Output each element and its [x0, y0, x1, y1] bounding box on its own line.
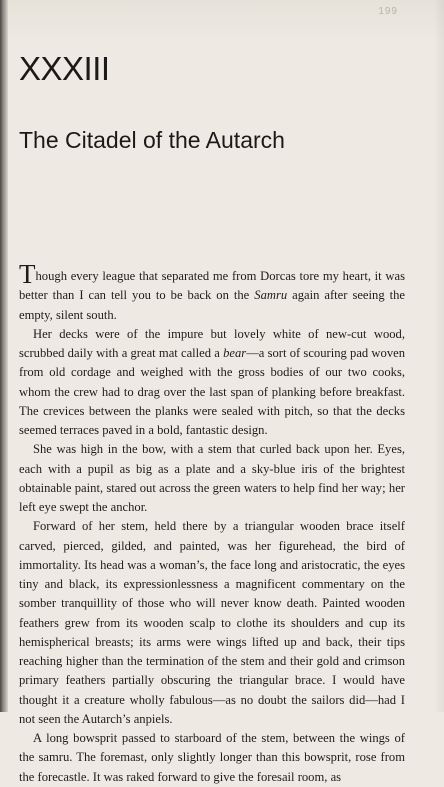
- ship-name: Samru: [254, 288, 288, 303]
- paragraph-2-text-b: —a sort of scouring pad woven from old cordage and weighed with the gross bodies of our two cooks, whom the crew had to drag over the last span of planking before breakfast. The crevices between the planks were sealed with pitch, so that the decks seemed terraces paved in a bold, fantastic design.: [19, 346, 406, 437]
- page-shadow: [434, 0, 444, 712]
- paragraph-4: Forward of her stem, held there by a triangular wooden brace itself carved, pierced, gilded, and painted, was her figurehead, the bird of immortality. Its head was a woman’s, the face long and aristocratic, the eyes tiny and black, its expressionlessness a magnificent commentary on the somber tranquillity of those who will never know death. Painted wooden feathers grew from its wooden scalp to clothe its shoulders and cup its hemispherical breasts; its arms were wings lifted up and back, their tips reaching higher than the termination of the stem and their gold and crimson primary feathers partially obscuring the triangular brace. I would have thought it a creature wholly fabulous—as no doubt the sailors did—had I not seen the Autarch’s anpiels.: [19, 519, 405, 726]
- term-bear: bear: [223, 346, 247, 360]
- paragraph-1-text-a: hough every league that separated me from Dorcas tore my heart, it was better than I can tell you to be back on the: [19, 269, 405, 303]
- paragraph-2: [19, 325, 405, 441]
- page-number: 199: [378, 6, 398, 17]
- chapter-title: The Citadel of the Autarch: [19, 127, 285, 153]
- paragraph-2-text-a: Her decks were of the impure but lovely white of new-cut wood, scrubbed daily with a great mat called a: [19, 326, 405, 360]
- chapter-number: XXXIII: [19, 50, 110, 87]
- paragraph-5: A long bowsprit passed to starboard of the stem, between the wings of the samru. The foremast, only slightly longer than this bowsprit, rose from the forecastle. It was raked forward to give the foresail room, as: [19, 731, 405, 784]
- drop-cap: T: [19, 259, 36, 289]
- paragraph-1: [19, 259, 405, 325]
- chapter-body: [19, 259, 406, 787]
- paragraph-3: She was high in the bow, with a stem that curled back upon her. Eyes, each with a pupil as big as a plate and a sky-blue iris of the brightest obtainable paint, stared out across the green waters to help find her way; her left eye swept the anchor.: [19, 442, 405, 514]
- page-binding-edge: [0, 0, 8, 712]
- paragraph-1-text-b: again after seeing the empty, silent south.: [19, 288, 405, 322]
